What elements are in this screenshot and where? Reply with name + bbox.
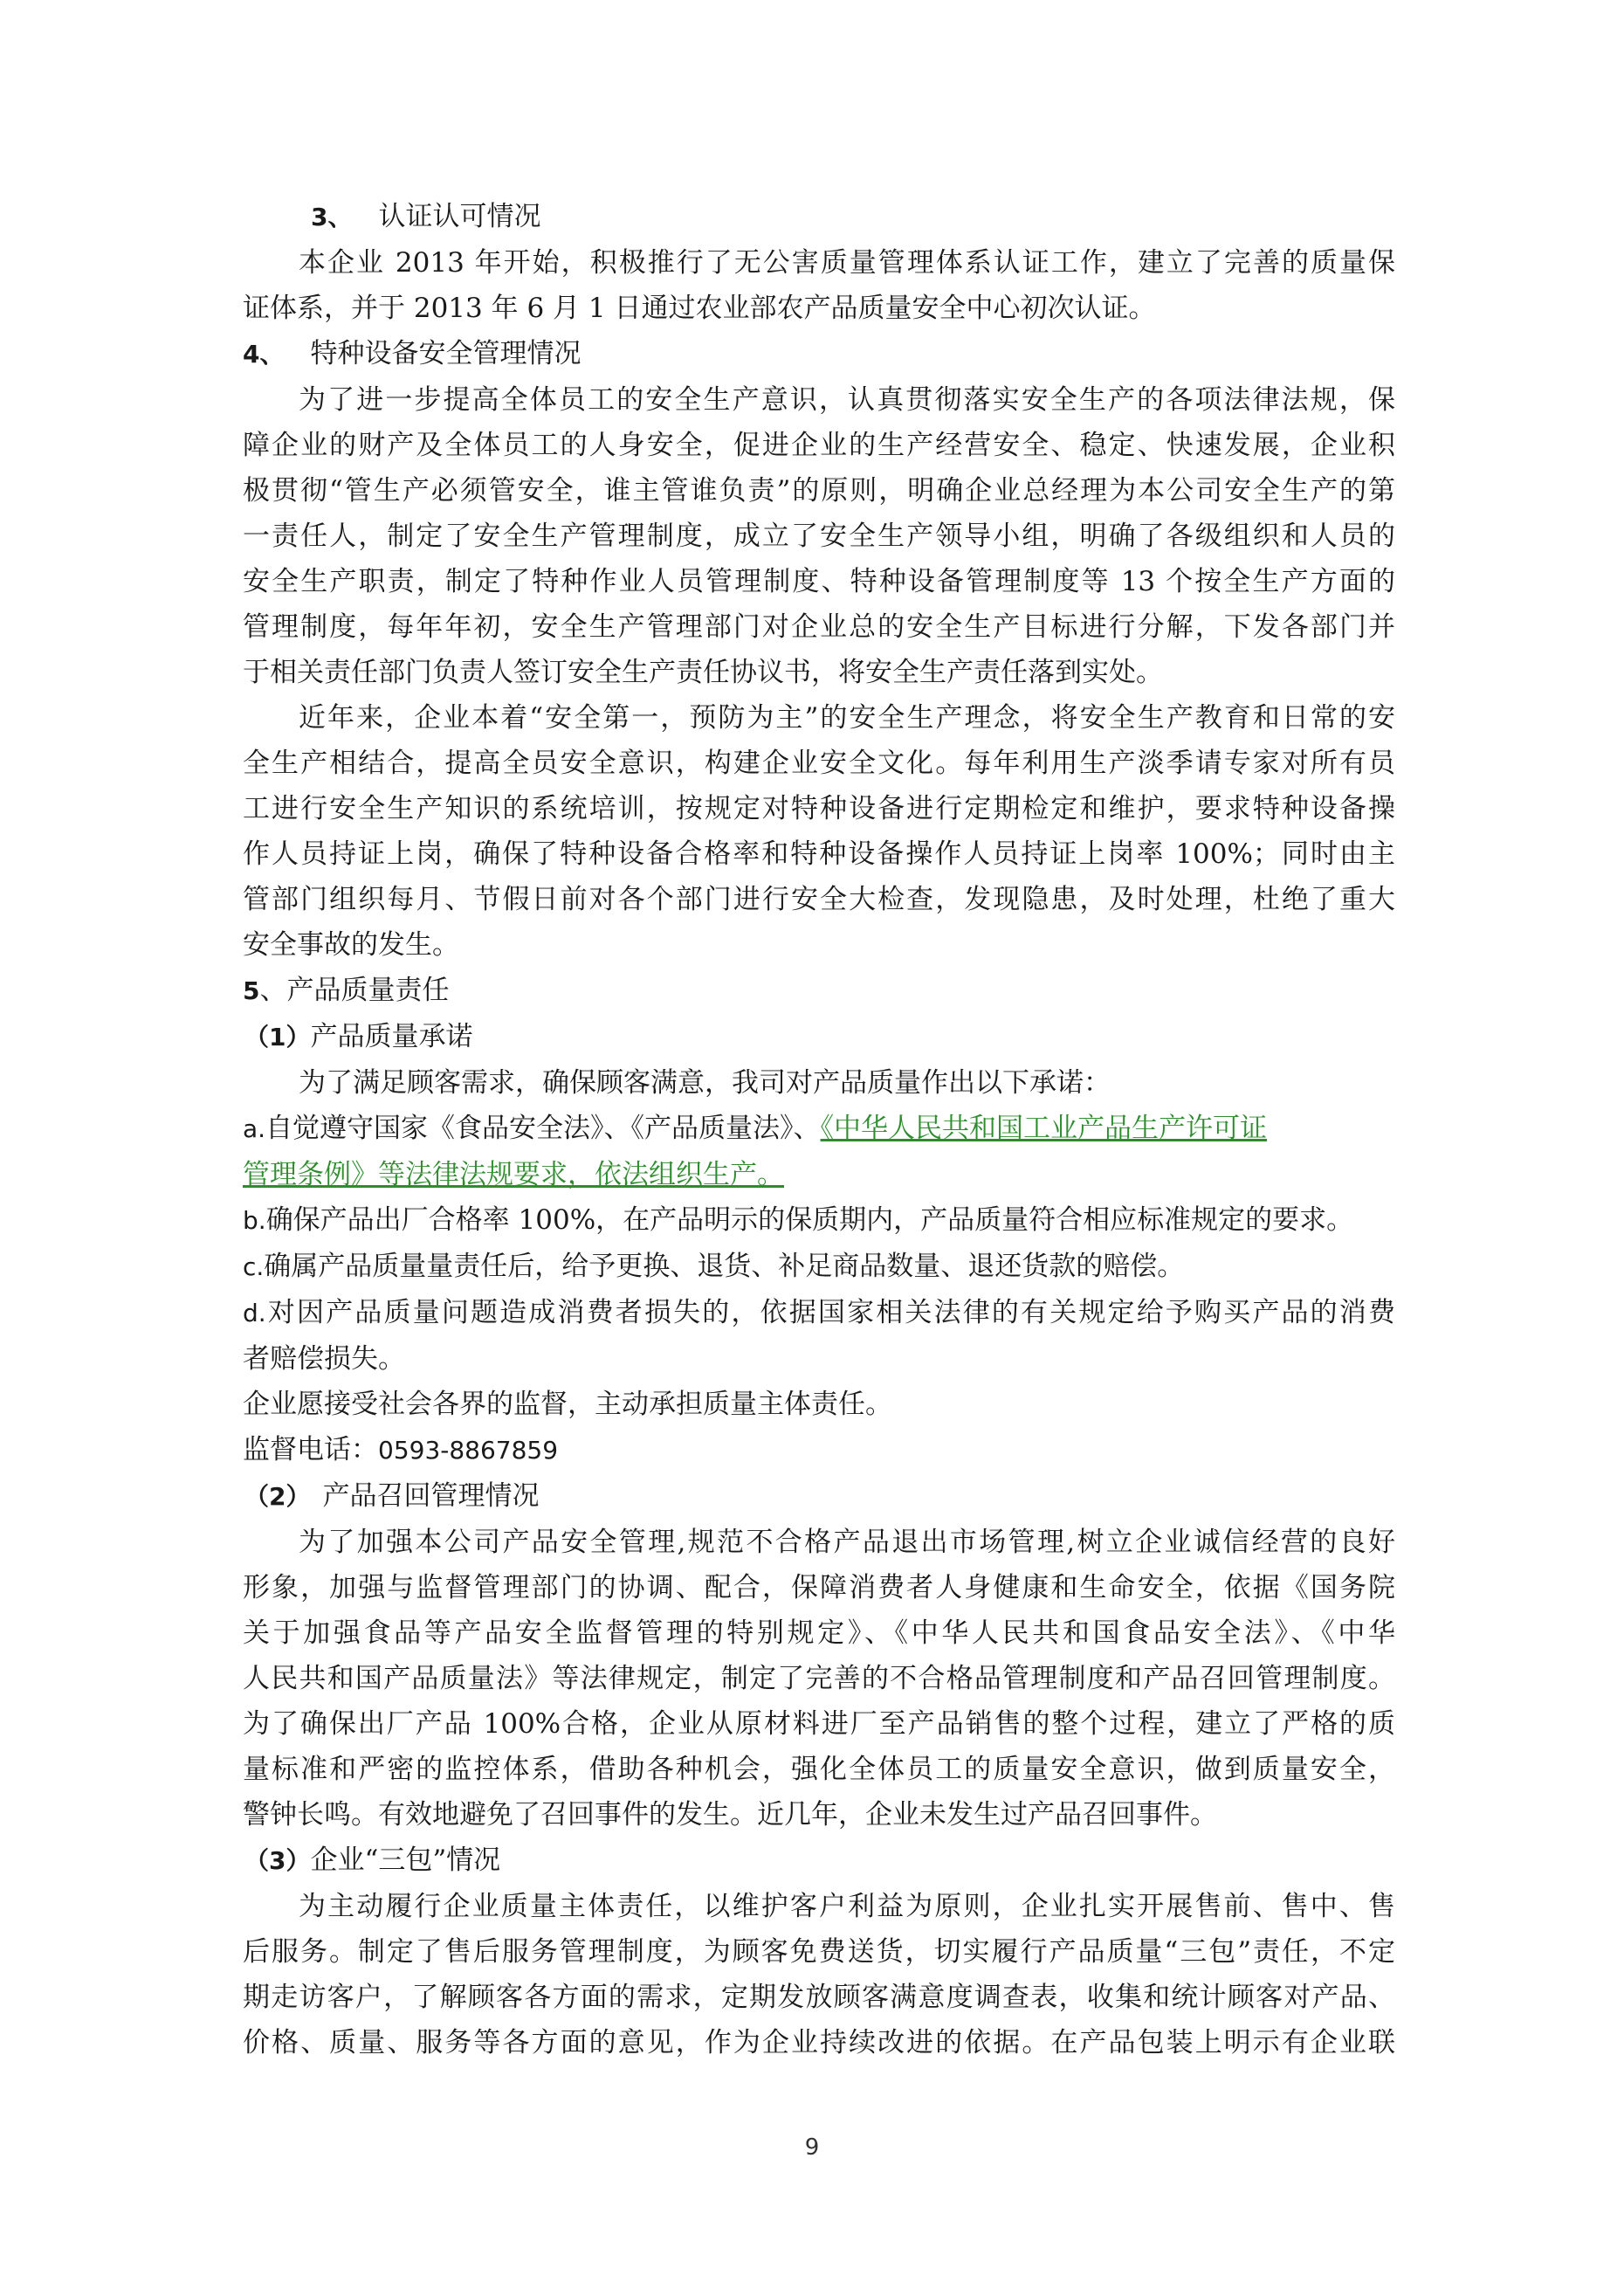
section-5-heading bbox=[243, 968, 1395, 1014]
subsection-1-title: 产品质量承诺 bbox=[310, 1021, 473, 1052]
item-d-text: 对因产品质量问题造成消费者损失的，依据国家相关法律的有关规定给予购买产品的消费 bbox=[265, 1297, 1395, 1328]
paragraph-line: 为主动履行企业质量主体责任，以维护客户利益为原则，企业扎实开展售前、售中、售 bbox=[299, 1891, 1395, 1922]
item-c-prefix: c. bbox=[243, 1252, 265, 1281]
phone-label: 监督电话： bbox=[243, 1434, 378, 1465]
section-3-number: 3、 bbox=[311, 203, 353, 231]
paragraph-line: 安全事故的发生。 bbox=[243, 929, 459, 961]
item-a-prefix: a. bbox=[243, 1114, 266, 1143]
paragraph-line: 后服务。制定了售后服务管理制度，为顾客免费送货，切实履行产品质量“三包”责任，不定 bbox=[243, 1936, 1395, 1968]
paragraph-line: 关于加强食品等产品安全监督管理的特别规定》、《中华人民共和国食品安全法》、《中华 bbox=[243, 1617, 1395, 1649]
supervision-phone bbox=[243, 1427, 1395, 1473]
paragraph-line: 一责任人，制定了安全生产管理制度，成立了安全生产领导小组，明确了各级组织和人员的 bbox=[243, 521, 1395, 552]
section-4-title: 特种设备安全管理情况 bbox=[310, 338, 581, 369]
commitment-item-a-cont bbox=[243, 1152, 1395, 1197]
regulation-link[interactable]: 《中华人民共和国工业产品生产许可证 bbox=[820, 1113, 1268, 1144]
document-body bbox=[243, 194, 1395, 2065]
paragraph-line: 价格、质量、服务等各方面的意见，作为企业持续改进的依据。在产品包装上明示有企业联 bbox=[243, 2027, 1395, 2058]
commitment-item-c bbox=[243, 1244, 1395, 1290]
commitment-item-d-cont: 者赔偿损失。 bbox=[243, 1343, 405, 1375]
subsection-1-number: （1） bbox=[244, 1023, 311, 1051]
paragraph-line: 全生产相结合，提高全员安全意识，构建企业安全文化。每年利用生产淡季请专家对所有员 bbox=[243, 748, 1395, 779]
item-c-text: 确属产品质量量责任后，给予更换、退货、补足商品数量、退还货款的赔偿。 bbox=[264, 1251, 1185, 1282]
paragraph-line: 量标准和严密的监控体系，借助各种机会，强化全体员工的质量安全意识，做到质量安全， bbox=[243, 1754, 1395, 1785]
section-4-number: 4、 bbox=[243, 340, 285, 369]
subsection-3-number: （3） bbox=[244, 1846, 311, 1875]
section-3-heading bbox=[243, 194, 1395, 240]
item-b-text: 确保产品出厂合格率 100%，在产品明示的保质期内，产品质量符合相应标准规定的要求。 bbox=[265, 1204, 1354, 1236]
section-4-heading bbox=[243, 331, 1395, 377]
phone-number: 0593-8867859 bbox=[378, 1436, 559, 1465]
paragraph-line: 为了确保出厂产品 100%合格，企业从原材料进厂至产品销售的整个过程，建立了严格的质 bbox=[243, 1708, 1395, 1740]
paragraph-line: 为了加强本公司产品安全管理,规范不合格产品退出市场管理,树立企业诚信经营的良好 bbox=[299, 1527, 1395, 1558]
subsection-1-heading bbox=[243, 1014, 1395, 1060]
commitment-item-b bbox=[243, 1197, 1395, 1244]
item-d-prefix: d. bbox=[243, 1299, 266, 1327]
subsection-3-title: 企业“三包”情况 bbox=[310, 1844, 501, 1876]
paragraph-line: 近年来，企业本着“安全第一，预防为主”的安全生产理念，将安全生产教育和日常的安 bbox=[299, 702, 1395, 734]
paragraph-line: 于相关责任部门负责人签订安全生产责任协议书，将安全生产责任落到实处。 bbox=[243, 657, 1163, 688]
paragraph-line: 障企业的财产及全体员工的人身安全，促进企业的生产经营安全、稳定、快速发展，企业积 bbox=[243, 430, 1395, 461]
section-5-title: 、产品质量责任 bbox=[259, 975, 450, 1006]
paragraph-line: 证体系，并于 2013 年 6 月 1 日通过农业部农产品质量安全中心初次认证。 bbox=[243, 293, 1156, 324]
item-b-prefix: b. bbox=[243, 1206, 266, 1235]
paragraph-line: 管部门组织每月、节假日前对各个部门进行安全大检查，发现隐患，及时处理，杜绝了重大 bbox=[243, 884, 1395, 915]
paragraph-line: 警钟长鸣。有效地避免了召回事件的发生。近几年，企业未发生过产品召回事件。 bbox=[243, 1799, 1217, 1831]
subsection-2-number: （2） bbox=[244, 1482, 311, 1511]
paragraph-line: 期走访客户，了解顾客各方面的需求，定期发放顾客满意度调查表，收集和统计顾客对产品、 bbox=[243, 1982, 1395, 2013]
paragraph-line: 为了进一步提高全体员工的安全生产意识，认真贯彻落实安全生产的各项法律法规，保 bbox=[299, 384, 1395, 416]
subsection-2-heading bbox=[243, 1473, 1395, 1520]
paragraph-line: 形象，加强与监督管理部门的协调、配合，保障消费者人身健康和生命安全，依据《国务院 bbox=[243, 1572, 1395, 1603]
commitment-item-d bbox=[243, 1290, 1395, 1336]
commitment-item-a bbox=[243, 1106, 1395, 1152]
paragraph-line: 安全生产职责，制定了特种作业人员管理制度、特种设备管理制度等 13 个按全生产方面的 bbox=[243, 566, 1395, 597]
paragraph-line: 作人员持证上岗，确保了特种设备合格率和特种设备操作人员持证上岗率 100%；同时由主 bbox=[243, 838, 1395, 870]
paragraph-line: 管理制度，每年年初，安全生产管理部门对企业总的安全生产目标进行分解，下发各部门并 bbox=[243, 611, 1395, 643]
paragraph-line: 工进行安全生产知识的系统培训，按规定对特种设备进行定期检定和维护，要求特种设备操 bbox=[243, 793, 1395, 824]
section-3-title: 认证认可情况 bbox=[378, 201, 541, 232]
item-a-text: 自觉遵守国家《食品安全法》、《产品质量法》、 bbox=[265, 1113, 821, 1144]
commitment-closing: 企业愿接受社会各界的监督，主动承担质量主体责任。 bbox=[243, 1389, 892, 1420]
regulation-link-continued[interactable]: 管理条例》等法律法规要求，依法组织生产。 bbox=[243, 1159, 784, 1190]
section-5-number: 5 bbox=[243, 976, 260, 1005]
subsection-2-title: 产品召回管理情况 bbox=[322, 1480, 540, 1512]
page-number: 9 bbox=[804, 2134, 820, 2161]
subsection-3-heading bbox=[243, 1837, 1395, 1884]
commitment-intro: 为了满足顾客需求，确保顾客满意，我司对产品质量作出以下承诺： bbox=[299, 1067, 1111, 1099]
paragraph-line: 人民共和国产品质量法》等法律规定，制定了完善的不合格品管理制度和产品召回管理制度。 bbox=[243, 1663, 1395, 1694]
paragraph-line: 本企业 2013 年开始，积极推行了无公害质量管理体系认证工作，建立了完善的质量保 bbox=[299, 247, 1395, 279]
paragraph-line: 极贯彻“管生产必须管安全，谁主管谁负责”的原则，明确企业总经理为本公司安全生产的第 bbox=[243, 475, 1395, 507]
